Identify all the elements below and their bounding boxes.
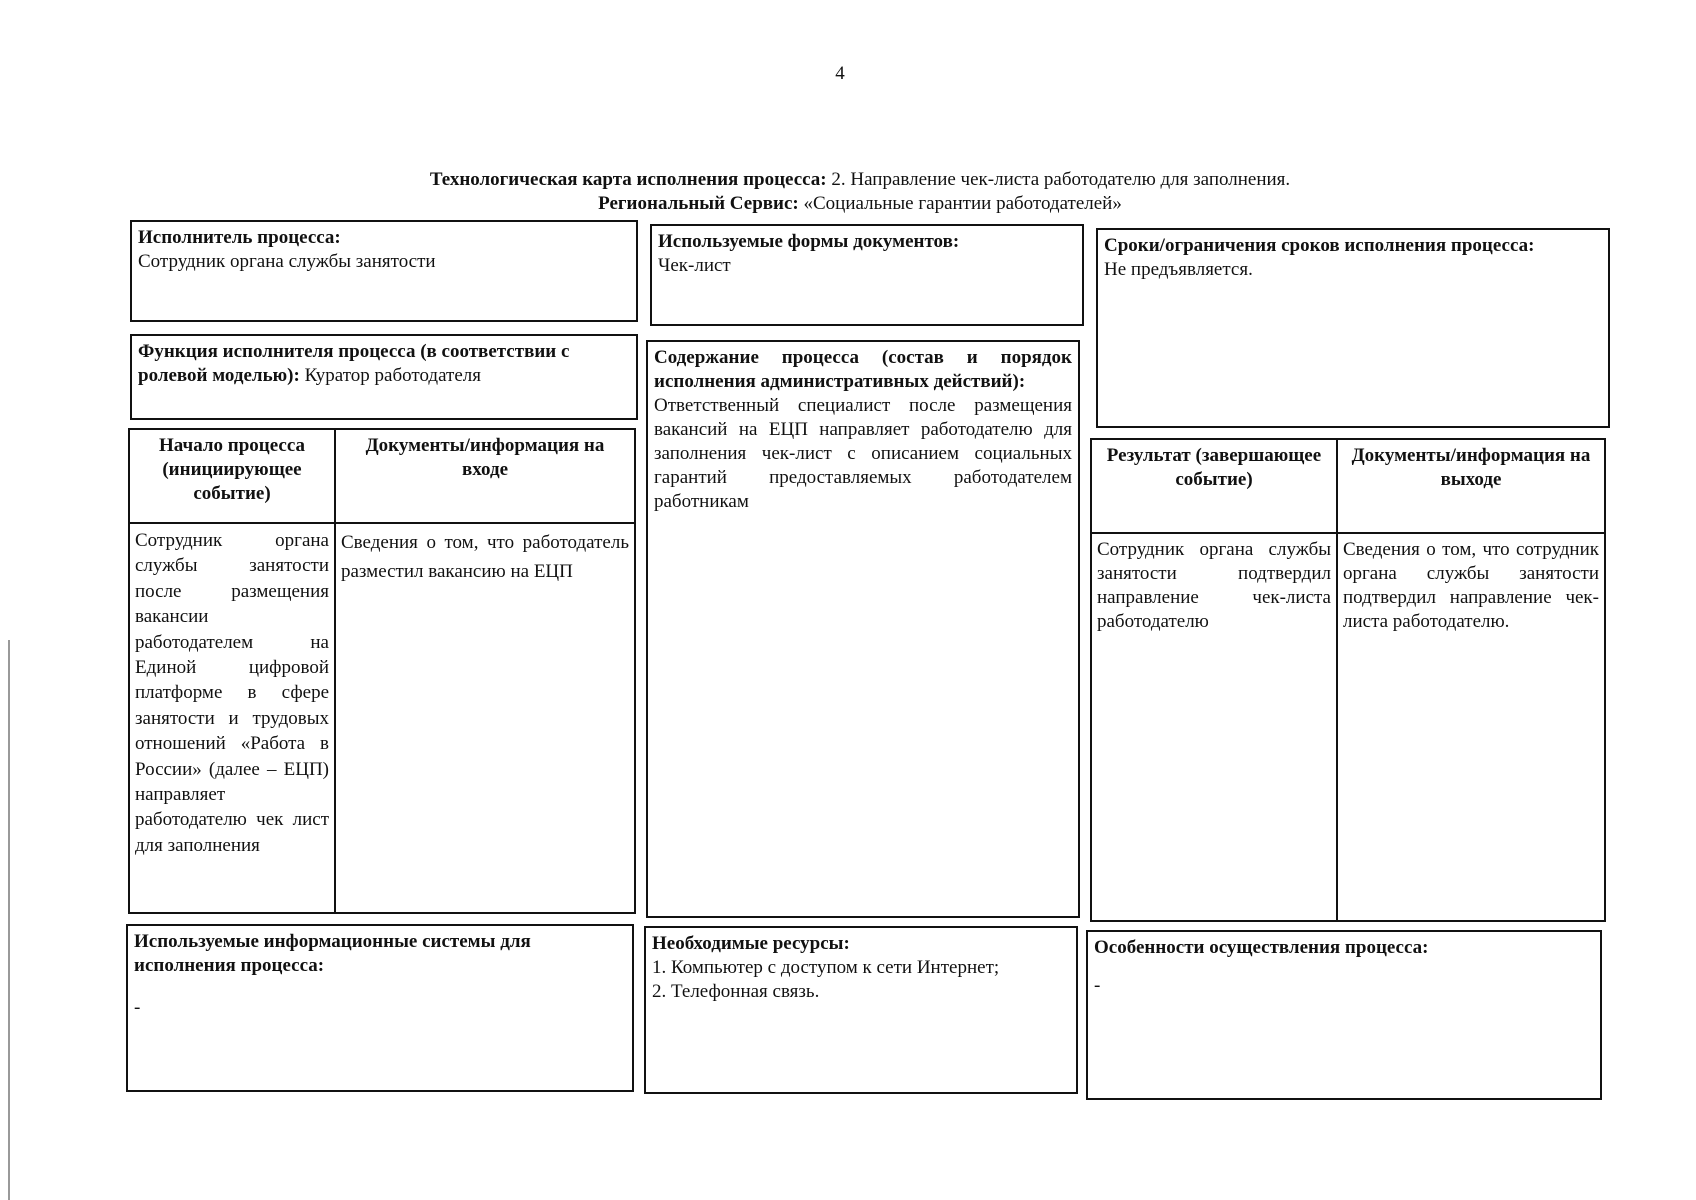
result-header-event: Результат (завершающее событие): [1090, 438, 1338, 534]
info-systems-box: [126, 924, 634, 1092]
document-subtitle: [260, 192, 1460, 216]
start-table: [128, 428, 636, 914]
info-systems-value: -: [134, 997, 141, 1018]
start-header-input: Документы/информация на входе: [334, 428, 636, 524]
executor-label: Исполнитель процесса:: [138, 227, 341, 248]
subtitle-value: «Социальные гарантии работодателей»: [803, 193, 1122, 214]
executor-box: [130, 220, 638, 322]
start-input-cell: Сведения о том, что работодатель разместил вакансию на ЕЦП: [334, 522, 636, 914]
forms-label: Используемые формы документов:: [658, 231, 960, 252]
page-number: 4: [835, 63, 845, 84]
start-event-cell: Сотрудник органа службы занятости после размещения вакансии работодателем на Единой цифровой платформе в сфере занятости и трудовых отношений «Работа в России» (далее – ЕЦП) направляет работодателю чек лист для заполнения: [128, 522, 336, 914]
scan-edge-line: [8, 640, 10, 1200]
forms-value: Чек-лист: [658, 255, 731, 276]
executor-value: Сотрудник органа службы занятости: [138, 251, 436, 272]
resources-label: Необходимые ресурсы:: [652, 933, 850, 954]
subtitle-label: Региональный Сервис:: [598, 193, 799, 214]
forms-box: [650, 224, 1084, 326]
content-box: [646, 340, 1080, 918]
start-header-event: Начало процесса (инициирующее событие): [128, 428, 336, 524]
features-box: [1086, 930, 1602, 1100]
resources-item-1: 1. Компьютер с доступом к сети Интернет;: [652, 957, 1000, 978]
deadlines-box: [1096, 228, 1610, 428]
document-title: [260, 168, 1460, 192]
content-label: Содержание процесса (состав и порядок исполнения административных действий):: [654, 347, 1072, 392]
resources-box: [644, 926, 1078, 1094]
function-label: Функция исполнителя процесса (в соответствии с ролевой моделью):: [138, 341, 570, 386]
result-header-output: Документы/информация на выходе: [1336, 438, 1606, 534]
result-output-cell: Сведения о том, что сотрудник органа службы занятости подтвердил направление чек-листа работодателю.: [1336, 532, 1606, 922]
result-event-cell: Сотрудник органа службы занятости подтвердил направление чек-листа работодателю: [1090, 532, 1338, 922]
function-value: Куратор работодателя: [304, 365, 481, 386]
info-systems-label: Используемые информационные системы для исполнения процесса:: [134, 931, 531, 976]
function-box: [130, 334, 638, 420]
result-table: [1090, 438, 1606, 922]
resources-item-2: 2. Телефонная связь.: [652, 981, 820, 1002]
content-value: Ответственный специалист после размещения вакансий на ЕЦП направляет работодателю для заполнения чек-лист с описанием социальных гарантий предоставляемых работодателем работникам: [654, 395, 1072, 512]
title-label: Технологическая карта исполнения процесса:: [429, 169, 827, 190]
features-value: -: [1094, 975, 1101, 996]
deadlines-value: Не предъявляется.: [1104, 259, 1253, 280]
deadlines-label: Сроки/ограничения сроков исполнения процесса:: [1104, 235, 1535, 256]
title-value: 2. Направление чек-листа работодателю для заполнения.: [831, 169, 1291, 190]
features-label: Особенности осуществления процесса:: [1094, 937, 1429, 958]
